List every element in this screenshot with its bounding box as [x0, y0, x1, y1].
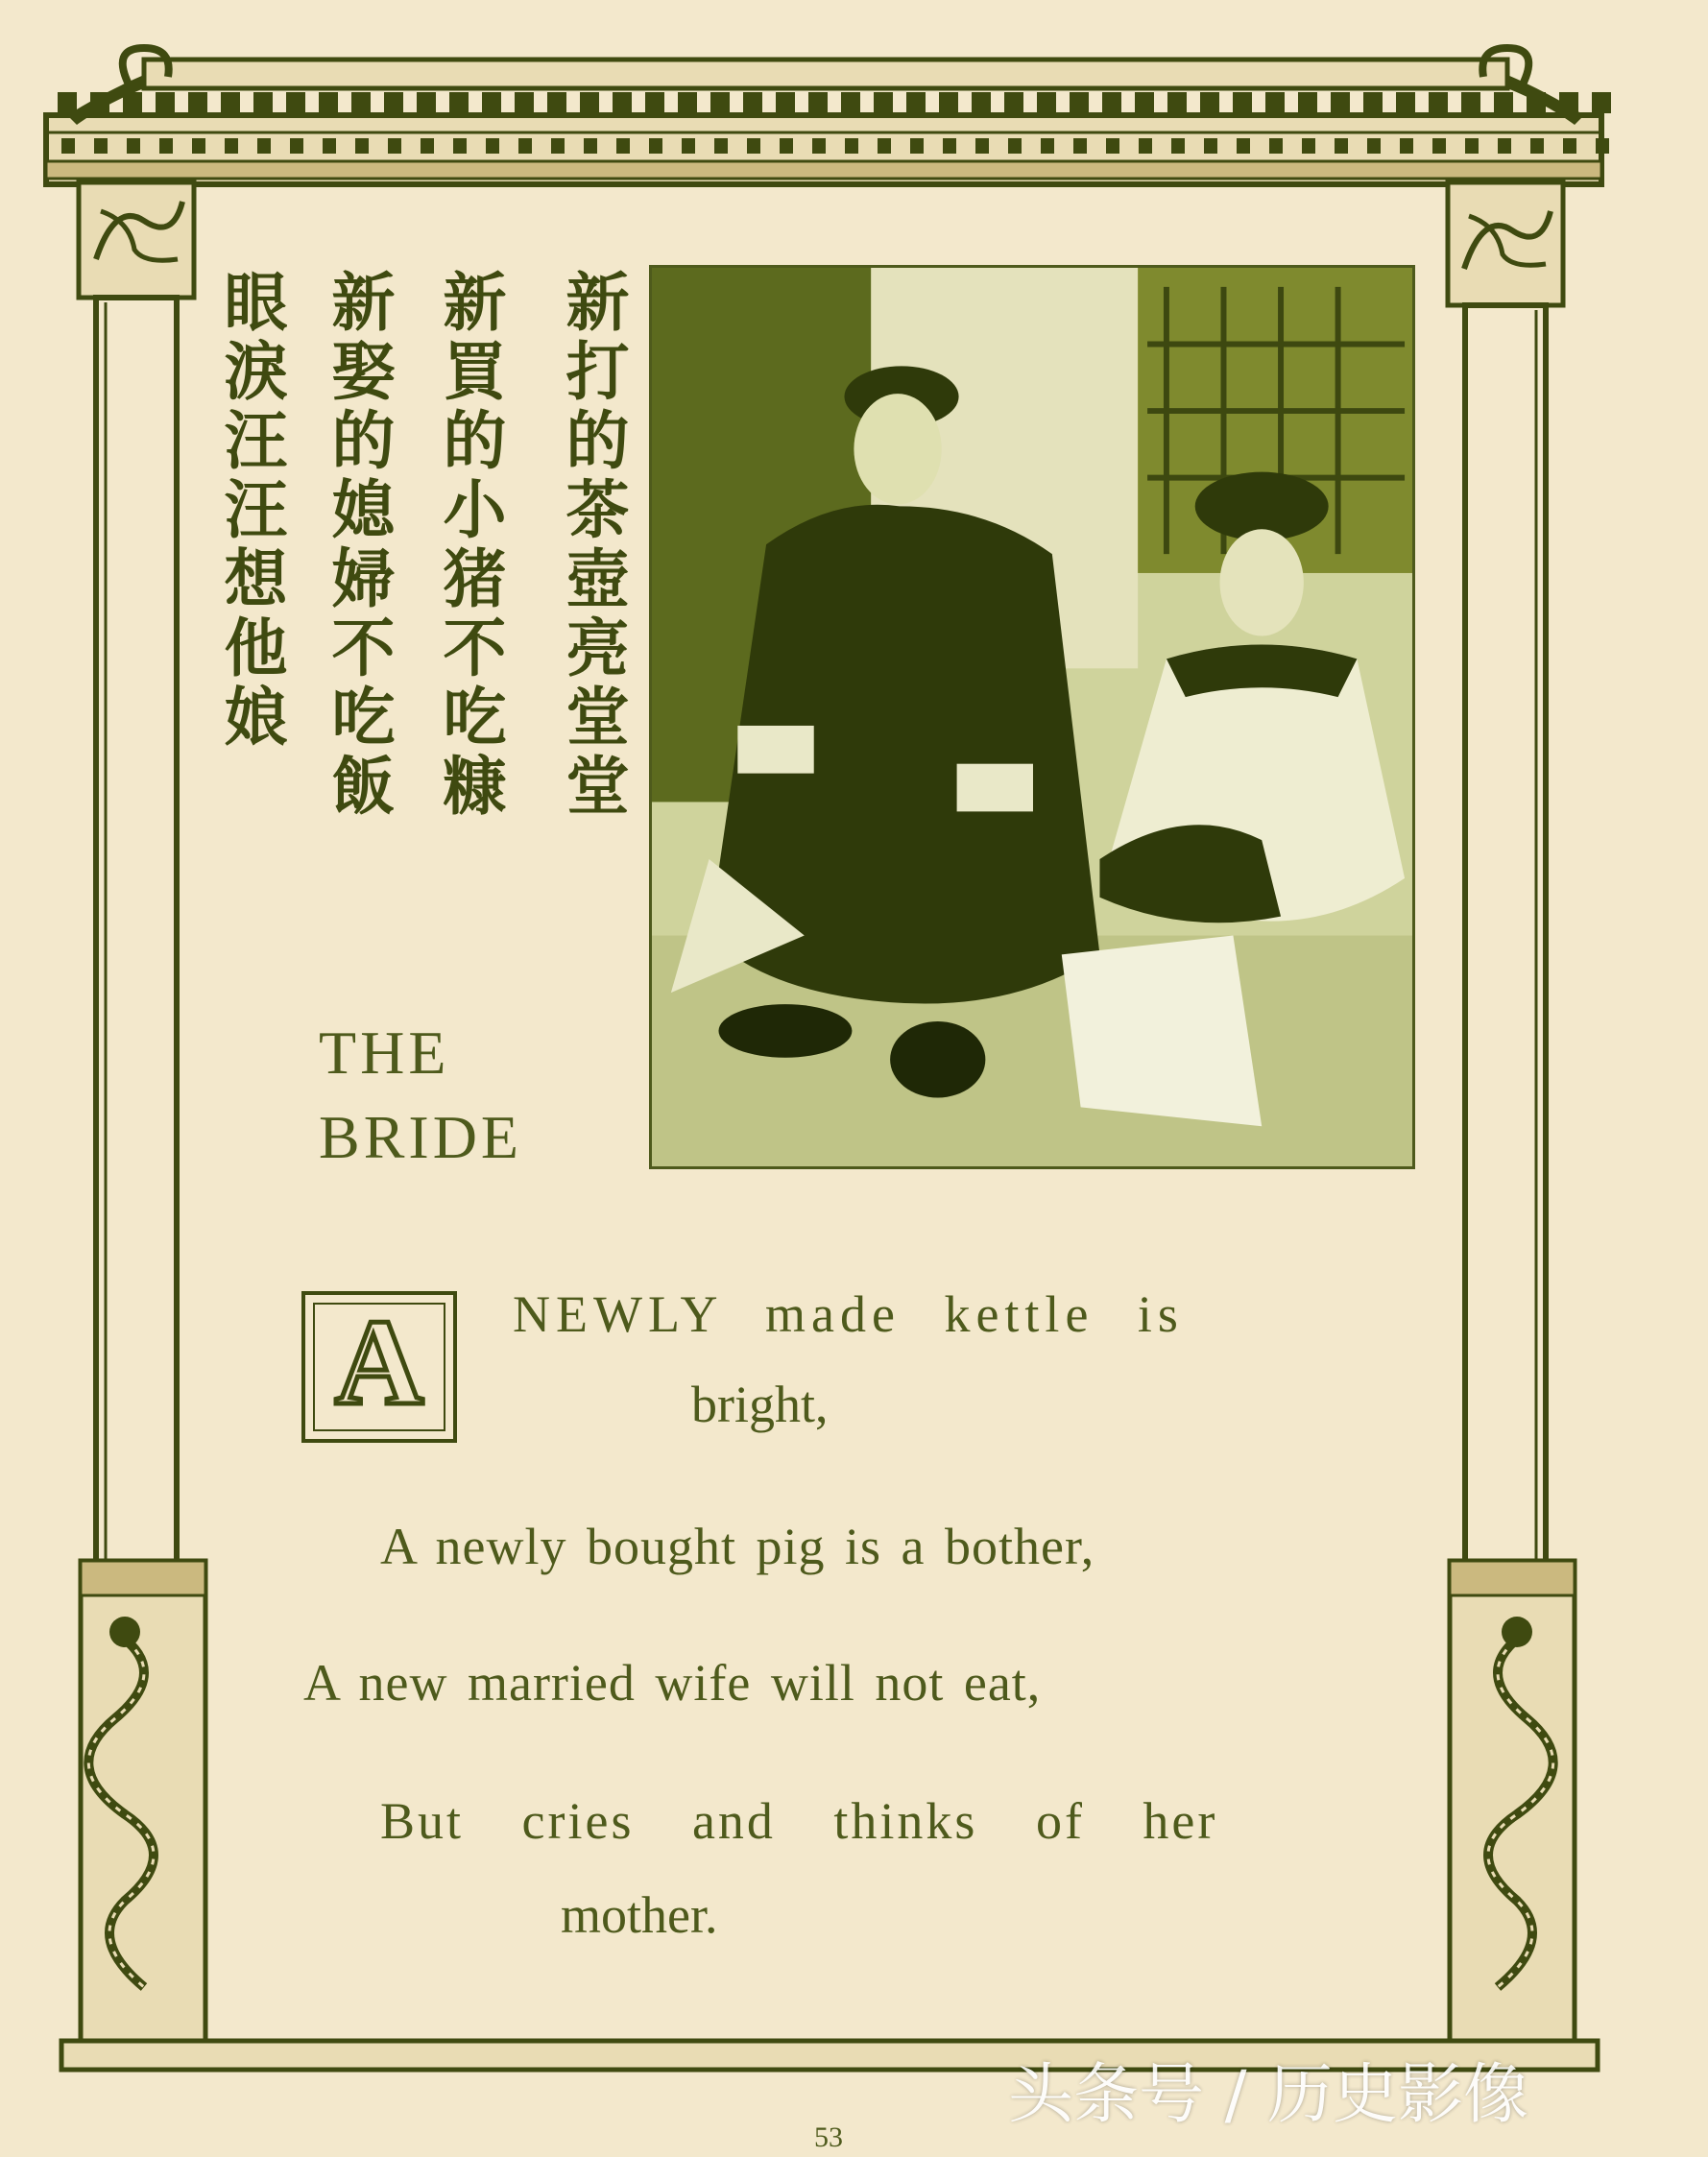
poem-line-4-continued: mother.	[561, 1886, 718, 1944]
roof-tile	[678, 92, 697, 113]
roof-tile	[188, 92, 207, 113]
beam-dentil	[1237, 138, 1250, 154]
beam-dentil	[975, 138, 989, 154]
title-the: THE	[319, 1019, 450, 1087]
roof-tile	[1265, 92, 1285, 113]
roof-tile	[710, 92, 730, 113]
beam-dentil	[616, 138, 630, 154]
roof-tile	[1070, 92, 1089, 113]
beam-dentil	[845, 138, 858, 154]
roof-tile	[1527, 92, 1546, 113]
roof-tile	[58, 92, 77, 113]
roof-tile	[906, 92, 926, 113]
roof-tile	[1429, 92, 1448, 113]
beam-dentil	[1335, 138, 1348, 154]
roof-tile	[1233, 92, 1252, 113]
roof-tile	[123, 92, 142, 113]
roof-tile	[319, 92, 338, 113]
drop-cap-box	[301, 1291, 457, 1443]
roof-tile	[1363, 92, 1383, 113]
roof-tile	[939, 92, 958, 113]
roof-tile	[384, 92, 403, 113]
roof-tile	[1167, 92, 1187, 113]
beam-dentil	[192, 138, 205, 154]
chinese-verse-line-1: 新打的茶壺亮堂堂	[555, 269, 630, 822]
roof-tile	[1494, 92, 1513, 113]
roof-tile	[841, 92, 860, 113]
beam-dentil	[1367, 138, 1381, 154]
beam-dentil	[1139, 138, 1152, 154]
roof-tile	[1559, 92, 1578, 113]
beam-dentil	[943, 138, 956, 154]
beam-dentil	[1498, 138, 1511, 154]
roof-tile	[1135, 92, 1154, 113]
chinese-verse-line-4: 眼淚汪汪想他娘	[213, 269, 288, 753]
roof-tile	[253, 92, 273, 113]
drop-cap-letter: A	[334, 1294, 424, 1430]
roof-tile	[808, 92, 828, 113]
left-pillar	[79, 182, 205, 2041]
beam-dentil	[257, 138, 271, 154]
roof-tile	[1200, 92, 1219, 113]
poem-line-4: But cries and thinks of her	[380, 1792, 1218, 1850]
beam-dentil	[1563, 138, 1576, 154]
beam-dentil	[290, 138, 303, 154]
roof-tile	[1592, 92, 1611, 113]
roof-tile	[1037, 92, 1056, 113]
beam-dentil	[1041, 138, 1054, 154]
beam-dentil	[421, 138, 434, 154]
bride-and-groom-photo	[649, 265, 1415, 1169]
roof-tile	[743, 92, 762, 113]
beam-dentil	[159, 138, 173, 154]
roof-tile	[482, 92, 501, 113]
roof-tile	[1331, 92, 1350, 113]
beam-dentil	[584, 138, 597, 154]
beam-dentil	[1400, 138, 1413, 154]
beam-dentil	[878, 138, 891, 154]
chinese-verse-line-3: 新娶的媳婦不吃飯	[321, 269, 396, 822]
watermark-text: 头条号 / 历史影像	[1008, 2057, 1529, 2133]
roof-tile	[1461, 92, 1480, 113]
beam-dentil	[910, 138, 924, 154]
beam-dentil	[1432, 138, 1446, 154]
roof-tile	[1396, 92, 1415, 113]
roof-tile	[221, 92, 240, 113]
roof-tile	[776, 92, 795, 113]
chinese-verse-line-2: 新買的小猪不吃糠	[432, 269, 507, 822]
beam-dentil	[780, 138, 793, 154]
roof-tile	[90, 92, 109, 113]
roof-tile	[286, 92, 305, 113]
beam-dentil	[61, 138, 75, 154]
beam-dentil	[1106, 138, 1119, 154]
roof-tile	[351, 92, 371, 113]
roof-tile	[645, 92, 664, 113]
beam-dentil	[1171, 138, 1185, 154]
roof-tile	[449, 92, 469, 113]
roof-tile	[874, 92, 893, 113]
beam-dentil	[1269, 138, 1283, 154]
roof-tile	[613, 92, 632, 113]
beam-dentil	[812, 138, 826, 154]
roof-tile	[547, 92, 566, 113]
right-pillar	[1448, 182, 1575, 2041]
beam-dentil	[323, 138, 336, 154]
beam-dentil	[388, 138, 401, 154]
beam-dentil	[355, 138, 369, 154]
roof-tile	[972, 92, 991, 113]
beam-dentil	[1596, 138, 1609, 154]
poem-line-1-continued: bright,	[691, 1376, 829, 1433]
roof-tile	[515, 92, 534, 113]
poem-line-3: A new married wife will not eat,	[303, 1654, 1042, 1712]
beam-dentil	[747, 138, 760, 154]
beam-dentil	[1302, 138, 1315, 154]
beam-dentil	[486, 138, 499, 154]
roof-tile	[1004, 92, 1023, 113]
roof-tile	[156, 92, 175, 113]
roof-tile	[417, 92, 436, 113]
beam-dentil	[1465, 138, 1479, 154]
roof-tile	[1298, 92, 1317, 113]
page-number: 53	[814, 2121, 843, 2153]
beam-dentil	[1073, 138, 1087, 154]
beam-dentil	[127, 138, 140, 154]
beam-dentil	[518, 138, 532, 154]
beam-dentil	[551, 138, 565, 154]
roof-tile	[1102, 92, 1121, 113]
poem-line-2: A newly bought pig is a bother,	[380, 1518, 1095, 1575]
poem-line-1: NEWLY made kettle is	[513, 1285, 1184, 1343]
beam-dentil	[94, 138, 108, 154]
beam-dentil	[1008, 138, 1022, 154]
beam-dentil	[225, 138, 238, 154]
beam-dentil	[682, 138, 695, 154]
beam-dentil	[1530, 138, 1544, 154]
beam-dentil	[649, 138, 662, 154]
beam-dentil	[453, 138, 467, 154]
title-bride: BRIDE	[319, 1103, 522, 1171]
roof-decoration	[46, 48, 1601, 184]
beam-dentil	[1204, 138, 1217, 154]
beam-dentil	[714, 138, 728, 154]
roof-tile	[580, 92, 599, 113]
